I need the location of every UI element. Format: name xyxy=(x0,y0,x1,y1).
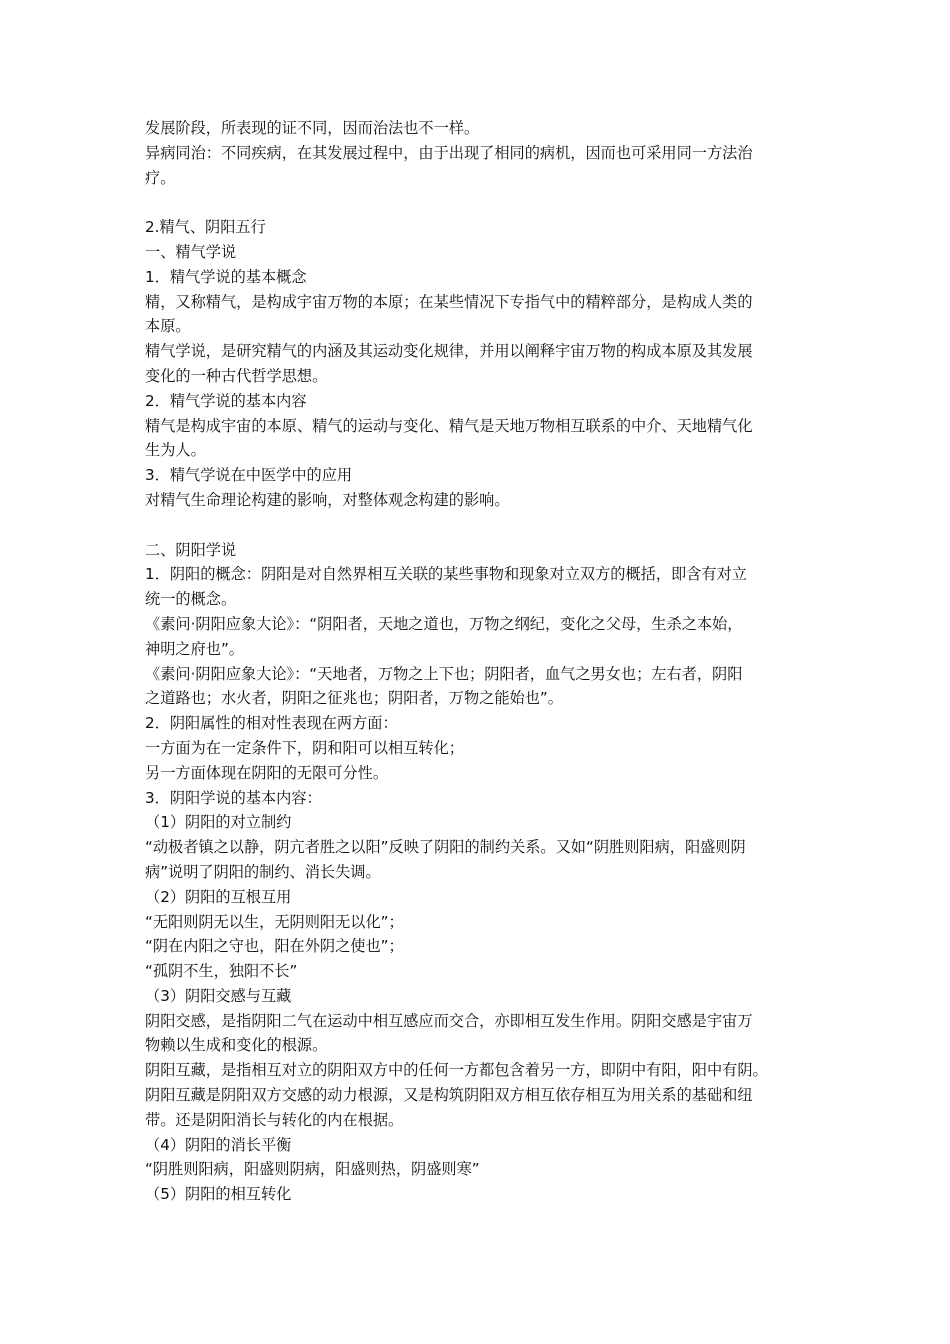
text-line: 统一的概念。 xyxy=(145,590,237,609)
document-body xyxy=(145,116,809,1207)
text-line: “无阳则阴无以生，无阴则阳无以化”； xyxy=(145,912,404,931)
section-heading: 2.精气、阴阳五行 xyxy=(145,218,266,237)
text-line: 对精气生命理论构建的影响，对整体观念构建的影响。 xyxy=(145,490,510,509)
text-line: 带。还是阴阳消长与转化的内在根据。 xyxy=(145,1110,404,1129)
text-line: “动极者镇之以静，阴亢者胜之以阳”反映了阴阳的制约关系。又如“阴胜则阳病，阳盛则阴 xyxy=(145,838,746,857)
subsection-heading: 一、精气学说 xyxy=(145,242,237,261)
text-line: “阴在内阳之守也，阳在外阴之使也”； xyxy=(145,937,404,956)
text-line: 2．阴阳属性的相对性表现在两方面： xyxy=(145,714,398,733)
text-line: 另一方面体现在阴阳的无限可分性。 xyxy=(145,763,388,782)
text-line: 精气学说，是研究精气的内涵及其运动变化规律，并用以阐释宇宙万物的构成本原及其发展 xyxy=(145,342,753,361)
text-line: 变化的一种古代哲学思想。 xyxy=(145,366,328,385)
text-line: 异病同治：不同疾病，在其发展过程中，由于出现了相同的病机，因而也可采用同一方法治 xyxy=(145,143,753,162)
text-line: 1．阴阳的概念：阴阳是对自然界相互关联的某些事物和现象对立双方的概括，即含有对立 xyxy=(145,565,747,584)
text-line: “孤阴不生，独阳不长” xyxy=(145,962,298,981)
text-line: 阴阳互藏，是指相互对立的阴阳双方中的任何一方都包含着另一方，即阴中有阳，阳中有阴。 xyxy=(145,1061,768,1080)
text-line: 《素问·阴阳应象大论》：“阴阳者，天地之道也，万物之纲纪，变化之父母，生杀之本始， xyxy=(145,614,743,633)
text-line: “阴胜则阳病，阳盛则阴病，阳盛则热，阴盛则寒” xyxy=(145,1160,480,1179)
text-line: 疗。 xyxy=(145,168,176,187)
text-line: 物赖以生成和变化的根源。 xyxy=(145,1036,328,1055)
text-line: 2．精气学说的基本内容 xyxy=(145,391,307,410)
text-line: （3）阴阳交感与互藏 xyxy=(145,986,292,1005)
text-line: 一方面为在一定条件下，阴和阳可以相互转化； xyxy=(145,738,464,757)
text-line: 发展阶段，所表现的证不同，因而治法也不一样。 xyxy=(145,119,480,137)
text-line: 神明之府也”。 xyxy=(145,639,244,658)
text-line: 本原。 xyxy=(145,317,191,336)
text-line: 病”说明了阴阳的制约、消长失调。 xyxy=(145,862,381,881)
text-line: 阴阳交感，是指阴阳二气在运动中相互感应而交合，亦即相互发生作用。阴阳交感是宇宙万 xyxy=(145,1011,753,1030)
text-line: 3．精气学说在中医学中的应用 xyxy=(145,466,353,485)
text-line: 《素问·阴阳应象大论》：“天地者，万物之上下也；阴阳者，血气之男女也；左右者，阴阳 xyxy=(145,664,743,683)
text-line: 之道路也；水火者，阴阳之征兆也；阴阳者，万物之能始也”。 xyxy=(145,689,563,708)
text-line: 精，又称精气，是构成宇宙万物的本原；在某些情况下专指气中的精粹部分，是构成人类的 xyxy=(145,292,753,311)
text-line: 3．阴阳学说的基本内容： xyxy=(145,788,322,807)
text-line: （2）阴阳的互根互用 xyxy=(145,887,292,906)
text-line: （5）阴阳的相互转化 xyxy=(145,1185,292,1204)
text-line: 1．精气学说的基本概念 xyxy=(145,267,307,286)
blank-line xyxy=(145,513,809,538)
text-line: 精气是构成宇宙的本原、精气的运动与变化、精气是天地万物相互联系的中介、天地精气化 xyxy=(145,416,753,435)
text-line: 阴阳互藏是阴阳双方交感的动力根源，又是构筑阴阳双方相互依存相互为用关系的基础和纽 xyxy=(145,1086,753,1105)
text-line: 生为人。 xyxy=(145,441,206,460)
text-line: （4）阴阳的消长平衡 xyxy=(145,1135,292,1154)
text-line: （1）阴阳的对立制约 xyxy=(145,813,292,832)
subsection-heading: 二、阴阳学说 xyxy=(145,540,237,559)
blank-line xyxy=(145,190,809,215)
